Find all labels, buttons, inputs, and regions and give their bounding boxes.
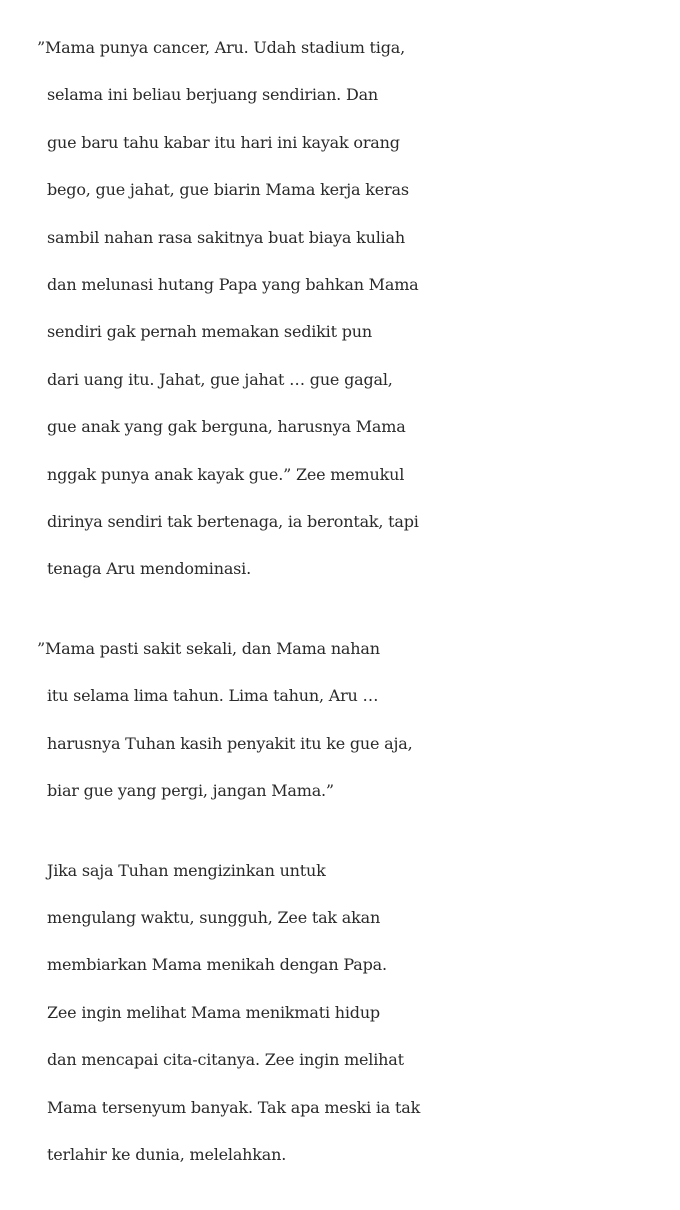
- paragraph-2: [0, 625, 680, 815]
- text-line: sendiri gak pernah memakan sedikit pun: [47, 322, 372, 342]
- text-line: itu selama lima tahun. Lima tahun, Aru …: [47, 686, 379, 706]
- text-line: Jika saja Tuhan mengizinkan untuk: [47, 860, 326, 880]
- text-line: Mama tersenyum banyak. Tak apa meski ia tak: [47, 1097, 421, 1117]
- text-line: terlahir ke dunia, melelahkan.: [47, 1144, 287, 1164]
- text-line: selama ini beliau berjuang sendirian. Dan: [47, 85, 379, 105]
- text-line: dari uang itu. Jahat, gue jahat … gue gagal,: [47, 369, 393, 389]
- text-line: membiarkan Mama menikah dengan Papa.: [47, 955, 387, 975]
- text-line: dan mencapai cita-citanya. Zee ingin melihat: [47, 1050, 404, 1070]
- text-line: ”Mama pasti sakit sekali, dan Mama nahan: [37, 638, 380, 658]
- text-line: Zee ingin melihat Mama menikmati hidup: [47, 1002, 380, 1022]
- text-line: biar gue yang pergi, jangan Mama.”: [47, 781, 334, 801]
- text-line: gue anak yang gak berguna, harusnya Mama: [47, 417, 406, 437]
- paragraph-1: [0, 24, 680, 593]
- text-line: sambil nahan rasa sakitnya buat biaya kuliah: [47, 227, 405, 247]
- text-line: dirinya sendiri tak bertenaga, ia berontak, tapi: [47, 512, 419, 532]
- text-line: gue baru tahu kabar itu hari ini kayak orang: [47, 132, 400, 152]
- text-line: harusnya Tuhan kasih penyakit itu ke gue aja,: [47, 733, 413, 753]
- story-text: [0, 24, 680, 1210]
- paragraph-3: [0, 847, 680, 1179]
- text-line: mengulang waktu, sungguh, Zee tak akan: [47, 907, 381, 927]
- text-line: ”Mama punya cancer, Aru. Udah stadium tiga,: [37, 38, 405, 57]
- text-line: tenaga Aru mendominasi.: [47, 559, 251, 579]
- text-line: nggak punya anak kayak gue.” Zee memukul: [47, 464, 405, 484]
- text-line: bego, gue jahat, gue biarin Mama kerja keras: [47, 180, 409, 200]
- text-line: dan melunasi hutang Papa yang bahkan Mama: [47, 275, 419, 295]
